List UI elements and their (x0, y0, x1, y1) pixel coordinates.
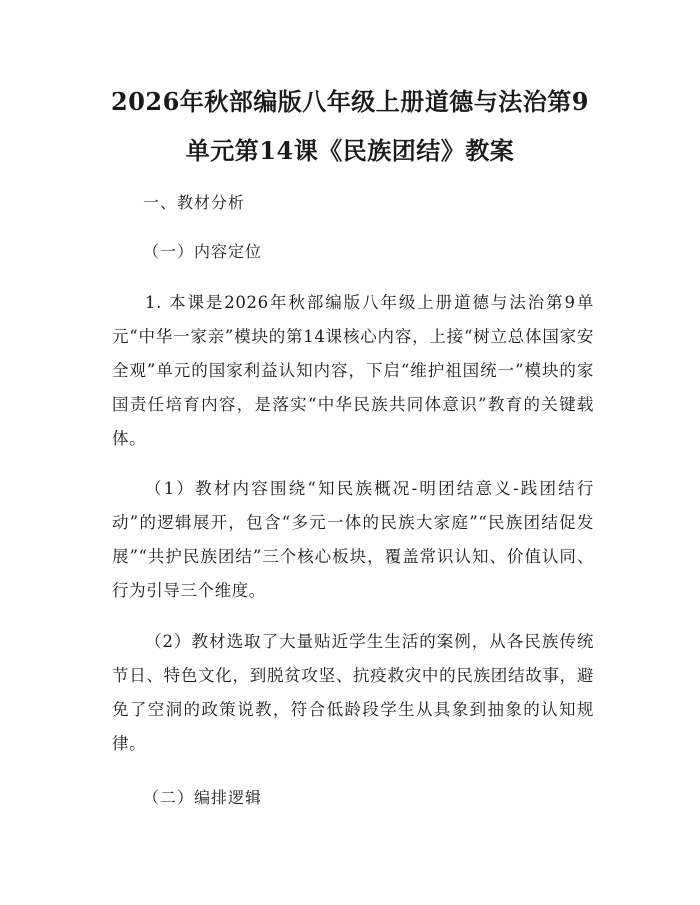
section-heading-teaching-material-analysis: 一、教材分析 (143, 193, 246, 212)
subsection-heading-arrangement-logic: （二）编排逻辑 (143, 788, 263, 807)
paragraph-content-structure: （1）教材内容围绕“知民族概况-明团结意义-践团结行动”的逻辑展开，包含“多元一体的民族大家庭”“民族团结促发展”“共护民族团结”三个核心板块，覆盖常识认知、价值认同、行为引导三个维度。 (112, 479, 594, 600)
paragraph-lesson-positioning: 1. 本课是2026年秋部编版八年级上册道德与法治第9单元“中华一家亲”模块的第14课核心内容，上接“树立总体国家安全观”单元的国家利益认知内容，下启“维护祖国统一”模块的家国责任培育内容，是落实“中华民族共同体意识”教育的关键载体。 (112, 293, 594, 448)
subsection-heading-content-positioning: （一）内容定位 (143, 242, 263, 261)
document-title-line-2: 单元第14课《民族团结》教案 (185, 136, 515, 165)
document-title-line-1: 2026年秋部编版八年级上册道德与法治第9 (111, 87, 589, 116)
paragraph-case-selection: （2）教材选取了大量贴近学生生活的案例，从各民族传统节日、特色文化，到脱贫攻坚、抗疫救灾中的民族团结故事，避免了空洞的政策说教，符合低龄段学生从具象到抽象的认知规律。 (112, 632, 594, 753)
